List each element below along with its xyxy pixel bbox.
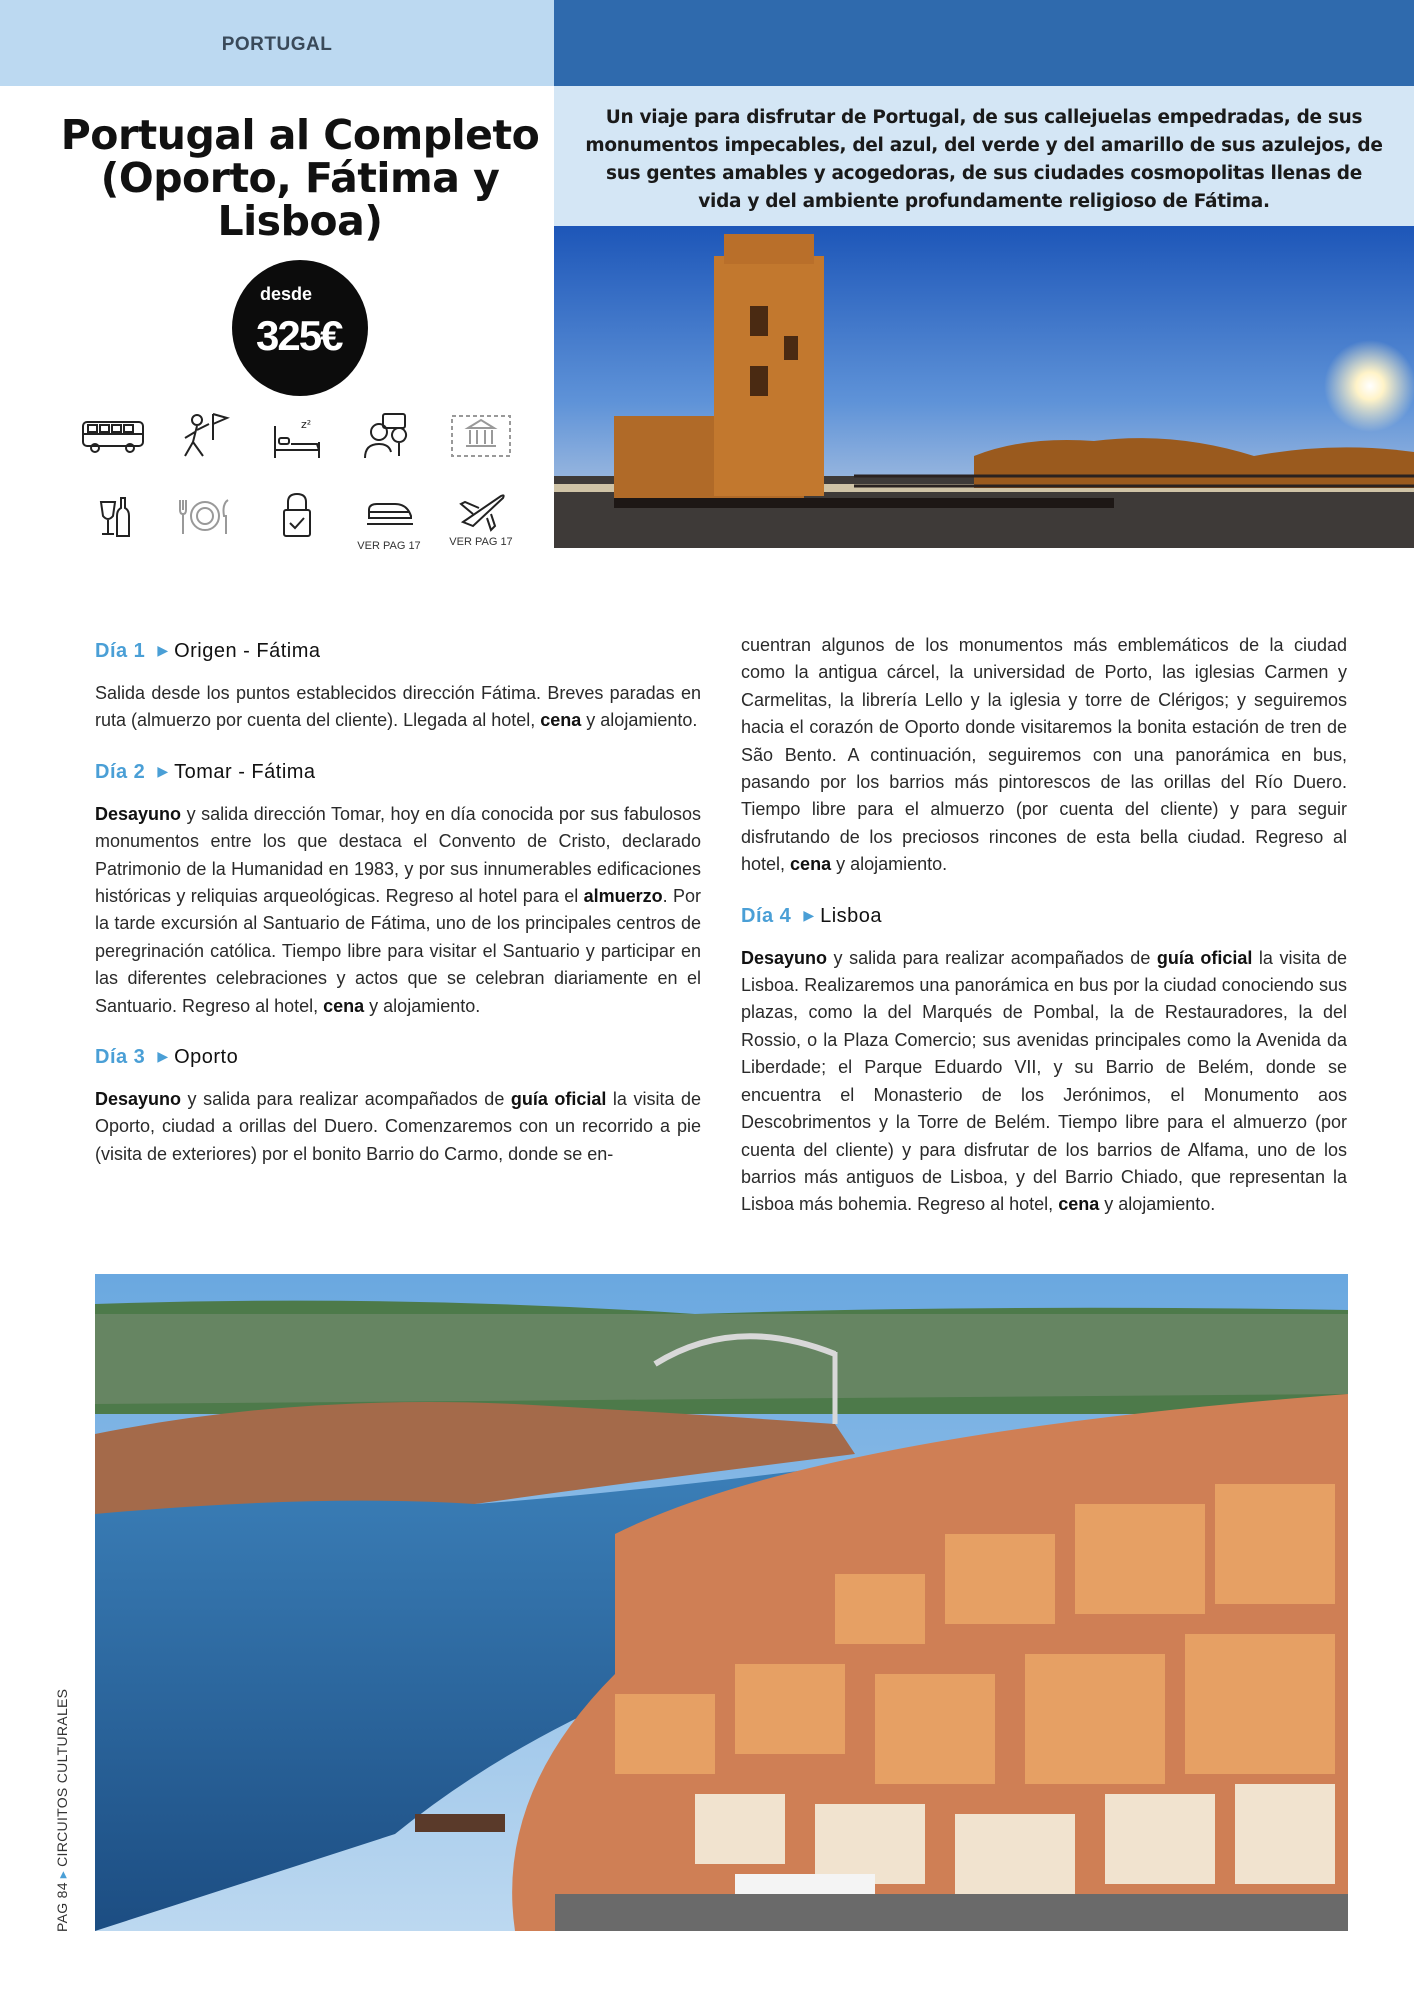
text-run-bold: cena xyxy=(790,854,832,875)
insurance-lock-icon xyxy=(262,490,332,550)
bus-icon xyxy=(78,416,148,476)
porto-river-photo xyxy=(95,1274,1348,1931)
day-number: Día 1 xyxy=(95,640,146,662)
day-number: Día 2 xyxy=(95,760,146,783)
text-run: y salida dirección Tomar, hoy en día conocida por sus fabulosos monumentos entre los que destaca el Convento de Cristo, declarado Patrimonio de la Humanidad en 1983, y por sus innumerables edificaciones históricas y reliquias arqueológicas. Regreso al hotel para el xyxy=(95,803,701,907)
hotel-bed-icon xyxy=(262,416,332,476)
tour-title-line: (Oporto, Fátima y xyxy=(100,154,500,202)
day-route: Lisboa xyxy=(820,904,883,927)
header-blue-bar xyxy=(554,0,1414,86)
day-route: Oporto xyxy=(174,1046,239,1069)
day-number: Día 4 xyxy=(741,904,792,927)
belem-tower-photo xyxy=(554,226,1414,548)
monument-ticket-icon xyxy=(446,410,516,470)
day-route: Tomar - Fátima xyxy=(174,760,316,783)
text-run: Salida desde los puntos establecidos dirección Fátima. Breves paradas en ruta (almuerzo por cuenta del cliente). Llegada al hotel, xyxy=(95,683,701,731)
text-run-bold: Desayuno xyxy=(95,803,182,824)
text-run-bold: almuerzo xyxy=(583,886,663,907)
day-description-continued xyxy=(741,632,1347,879)
day-description xyxy=(95,680,701,735)
page-number: PAG 84 xyxy=(54,1882,70,1932)
text-run: y salida para realizar acompañados de xyxy=(181,1089,511,1110)
day-heading xyxy=(95,757,701,787)
text-run-bold: guía oficial xyxy=(1156,947,1253,968)
itinerary-right-column xyxy=(741,632,1347,1241)
itinerary-left-column xyxy=(95,636,701,1190)
day-description xyxy=(741,945,1347,1219)
local-guide-icon xyxy=(354,410,424,470)
text-run-bold: cena xyxy=(540,710,582,731)
text-run-bold: guía oficial xyxy=(510,1089,607,1110)
text-run: cuentran algunos de los monumentos más emblemáticos de la ciudad como la antigua cárcel, la universidad de Porto, las iglesias Carmen y Carmelitas, la librería Lello y la iglesia y torre de Clérigos; y seguiremos hacia el corazón de Oporto donde visitaremos la bonita estación de tren de São Bento. A continuación, seguiremos con una panorámica en bus, pasando por los barrios más pintorescos de las orillas del Río Duero. Tiempo libre para el almuerzo (por cuenta del cliente) y para seguir disfrutando de los preciosos rincones de esta bella ciudad. Regreso al hotel, xyxy=(741,635,1347,875)
day-description xyxy=(95,801,701,1020)
page-footer-label xyxy=(54,1689,71,1932)
country-label: PORTUGAL xyxy=(221,34,333,55)
intro-text: Un viaje para disfrutar de Portugal, de sus callejuelas empedradas, de sus monumentos impecables, del azul, del verde y del amarillo de sus azulejos, de sus gentes amables y acogedoras, de sus ciudades cosmopolitas llenas de vida y del ambiente profundamente religioso de Fátima. xyxy=(585,107,1383,212)
day-heading xyxy=(95,636,701,666)
text-run: y salida para realizar acompañados de xyxy=(827,947,1157,968)
day-heading xyxy=(95,1042,701,1072)
text-run: la visita de Oporto, ciudad a orillas del Duero. Comenzaremos con un recorrido a pie (visita de exteriores) por el bonito Barrio do Carmo, donde se en- xyxy=(95,1089,702,1164)
text-run: y alojamiento. xyxy=(1099,1194,1216,1215)
text-run-bold: Desayuno xyxy=(741,947,828,968)
plane-icon-caption: VER PAG 17 xyxy=(449,536,513,548)
train-icon[interactable] xyxy=(354,492,424,552)
tour-title-line: Portugal al Completo xyxy=(60,111,540,159)
price-badge xyxy=(232,260,368,396)
guide-flag-icon xyxy=(170,410,240,470)
section-name: CIRCUITOS CULTURALES xyxy=(54,1688,70,1867)
day-heading xyxy=(741,901,1347,931)
chevron-right-icon: ▸ xyxy=(54,1870,70,1879)
text-run-bold: Desayuno xyxy=(95,1089,182,1110)
price-from-label: desde xyxy=(260,284,313,304)
text-run: la visita de Lisboa. Realizaremos una panorámica en bus por la ciudad conociendo sus plazas, como la del Marqués de Pombal, la de Restauradores, la del Rossio, o la Plaza Comercio; sus avenidas principales como la Avenida da Liberdade; el Parque Eduardo VII, y su Barrio de Belém, donde se encuentra el Monasterio de los Jerónimos, el Monumento aos Descobrimentos y la Torre de Belém. Tiempo libre para el almuerzo (por cuenta del cliente) y para disfrutar de los barrios de Alfama, uno de los barrios más antiguos de Lisboa, y del Barrio Chiado, que representan la Lisboa más bohemia. Regreso al hotel, xyxy=(741,947,1348,1215)
meals-icon xyxy=(170,494,240,554)
tour-title xyxy=(60,111,540,245)
svg-text:z²: z² xyxy=(301,418,312,431)
text-run-bold: cena xyxy=(323,995,365,1016)
day-route: Origen - Fátima xyxy=(174,640,321,662)
chevron-right-icon: ▶ xyxy=(803,906,815,923)
price-value: 325€ xyxy=(256,312,342,359)
plane-icon[interactable] xyxy=(446,488,516,548)
day-number: Día 3 xyxy=(95,1046,146,1069)
intro-box xyxy=(554,86,1414,226)
text-run: y alojamiento. xyxy=(831,854,948,875)
chevron-right-icon: ▶ xyxy=(157,762,169,779)
text-run: y alojamiento. xyxy=(364,995,481,1016)
text-run-bold: cena xyxy=(1058,1194,1100,1215)
wine-icon xyxy=(78,494,148,554)
train-icon-caption: VER PAG 17 xyxy=(357,540,421,552)
text-run: . Por la tarde excursión al Santuario de Fátima, uno de los principales centros de peregrinación católica. Tiempo libre para visitar el Santuario y participar en las diferentes celebraciones y actos que se celebran diariamente en el Santuario. Regreso al hotel, xyxy=(95,886,702,1016)
chevron-right-icon: ▶ xyxy=(157,1048,169,1065)
chevron-right-icon: ▶ xyxy=(157,642,169,658)
day-description xyxy=(95,1086,701,1168)
text-run: y alojamiento. xyxy=(581,710,698,731)
tour-title-line: Lisboa) xyxy=(217,197,383,245)
